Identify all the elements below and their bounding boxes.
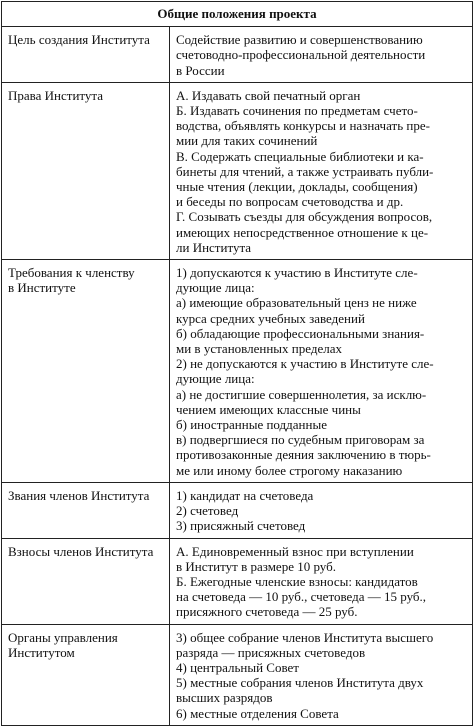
row-content-line: счетоводно-профессиональной деятельности — [176, 47, 426, 63]
row-label-cell — [2, 260, 170, 483]
row-content-line: 2) не допускаются к участию в Институте сле- — [176, 356, 434, 372]
row-content-cell — [170, 624, 473, 725]
table-row — [2, 538, 473, 624]
row-content-line: и беседы по вопросам счетоводства и др. — [176, 194, 404, 210]
row-content-line: Содействие развитию и совершенствованию — [176, 32, 423, 48]
row-content-line: чные чтения (лекции, доклады, сообщения) — [176, 179, 418, 195]
row-content-line: 2) счетовед — [176, 503, 239, 519]
row-content-line: дующие лица: — [176, 371, 255, 387]
row-content-line: 1) допускаются к участию в Институте сле- — [176, 265, 418, 281]
row-label-line: Цель создания Института — [8, 32, 150, 48]
row-content-line: а) не достигшие совершеннолетия, за исклю- — [176, 386, 427, 402]
row-content-line: Г. Созывать съезды для обсуждения вопросов, — [176, 209, 433, 225]
row-content-line: противозаконные деяния заключению в тюрь- — [176, 447, 431, 463]
row-content-line: в Институт в размере 10 руб. — [176, 558, 336, 574]
row-content-line: 3) присяжный счетовед — [176, 518, 306, 534]
table-row — [2, 260, 473, 483]
row-label-cell — [2, 482, 170, 538]
row-content-line: б) обладающие профессиональными знания- — [176, 325, 425, 341]
table-row — [2, 82, 473, 259]
row-content-line: ми в установленных пределах — [176, 341, 342, 357]
row-content-line: дующие лица: — [176, 280, 255, 296]
row-content-line: на счетоведа — 10 руб., счетоведа — 15 руб., — [176, 589, 427, 605]
row-content-line: водства, объявлять конкурсы и назначать пре- — [176, 118, 430, 134]
row-label-cell — [2, 27, 170, 83]
row-content-cell — [170, 27, 473, 83]
row-content-cell — [170, 260, 473, 483]
row-content-line: имеющих непосредственное отношение к це- — [176, 224, 429, 240]
row-content-line: Б. Издавать сочинения по предметам счето- — [176, 103, 418, 119]
row-label-line: Органы управления — [8, 629, 118, 645]
row-label-line: Права Института — [8, 87, 104, 103]
row-content-line: присяжного счетоведа — 25 руб. — [176, 604, 358, 620]
row-content-line: 3) общее собрание членов Института высшего — [176, 629, 434, 645]
row-content-line: б) иностранные подданные — [176, 417, 327, 433]
row-label-line: Требования к членству — [8, 265, 135, 281]
row-content-line: 4) центральный Совет — [176, 659, 299, 675]
row-content-line: 5) местные собрания членов Института двух — [176, 675, 424, 691]
row-content-line: в России — [176, 62, 225, 78]
row-content-line: а) имеющие образовательный ценз не ниже — [176, 295, 417, 311]
row-label-cell — [2, 82, 170, 259]
row-content-line: ли Института — [176, 239, 252, 255]
row-content-line: высших разрядов — [176, 690, 273, 706]
table-body — [2, 27, 473, 726]
row-label-line: Институтом — [8, 644, 75, 660]
row-content-line: бинеты для чтений, а также устраивать публи- — [176, 163, 434, 179]
row-content-line: А. Единовременный взнос при вступлении — [176, 543, 414, 559]
table-row — [2, 27, 473, 83]
row-content-line: А. Издавать свой печатный орган — [176, 87, 361, 103]
row-content-line: ме или иному более строгому наказанию — [176, 462, 403, 478]
table-title: Общие положения проекта — [2, 2, 473, 27]
row-label-line: Звания членов Института — [8, 487, 150, 503]
row-content-line: курса средних учебных заведений — [176, 310, 365, 326]
provisions-table — [1, 1, 473, 726]
row-label-cell — [2, 538, 170, 624]
row-content-line: разряда — присяжных счетоведов — [176, 644, 366, 660]
row-label-line: в Институте — [8, 280, 76, 296]
row-label-line: Взносы членов Института — [8, 543, 154, 559]
row-content-line: Б. Ежегодные членские взносы: кандидатов — [176, 573, 418, 589]
row-label-cell — [2, 624, 170, 725]
row-content-line: чением имеющих классные чины — [176, 401, 361, 417]
row-content-line: 1) кандидат на счетоведа — [176, 487, 314, 503]
table-row — [2, 482, 473, 538]
table-row — [2, 624, 473, 725]
row-content-cell — [170, 482, 473, 538]
row-content-line: В. Содержать специальные библиотеки и ка- — [176, 148, 424, 164]
row-content-cell — [170, 82, 473, 259]
table-header-row — [2, 2, 473, 27]
row-content-line: мии для таких сочинений — [176, 133, 318, 149]
row-content-cell — [170, 538, 473, 624]
row-content-line: 6) местные отделения Совета — [176, 705, 339, 721]
row-content-line: в) подвергшиеся по судебным приговорам за — [176, 432, 425, 448]
